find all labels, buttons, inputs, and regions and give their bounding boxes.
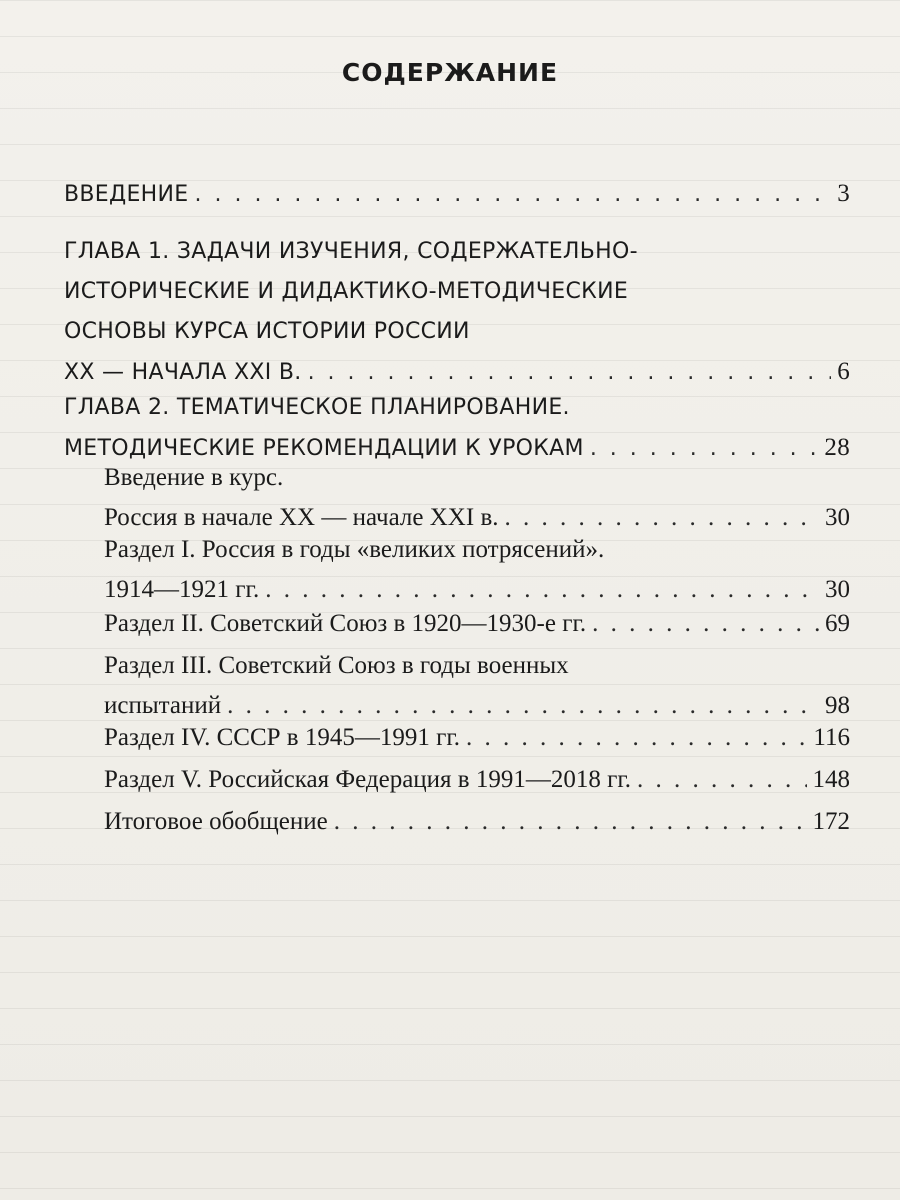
toc-entry-text: Итоговое обобщение: [104, 808, 328, 835]
toc-entry-text: Раздел II. Советский Союз в 1920—1930-е гг.: [104, 610, 587, 637]
toc-page-number: 116: [813, 724, 850, 751]
leader-dots: [308, 353, 832, 393]
toc-entry-text: 1914—1921 гг.: [104, 576, 260, 603]
toc-page-number: 6: [837, 358, 850, 385]
toc-entry-text: ОСНОВЫ КУРСА ИСТОРИИ РОССИИ: [64, 319, 470, 344]
toc-entry-final-summary[interactable]: [104, 802, 850, 842]
page-title: СОДЕРЖАНИЕ: [341, 58, 559, 87]
toc-entry-text: Раздел III. Советский Союз в годы военных: [104, 652, 569, 679]
toc-entry-course-intro[interactable]: [104, 458, 850, 538]
toc-page-number: 69: [825, 610, 850, 637]
leader-dots: [592, 604, 819, 644]
toc-entry-section-1[interactable]: [104, 530, 850, 610]
toc-entry-text: испытаний: [104, 692, 222, 719]
toc-page-number: 28: [824, 434, 850, 461]
toc-entry-text: Россия в начале XX — начале XXI в.: [104, 504, 499, 531]
toc-entry-text: Раздел I. Россия в годы «великих потрясений».: [104, 536, 605, 563]
toc-page-number: 172: [812, 808, 850, 835]
leader-dots: [637, 760, 806, 800]
toc-entry-text: Введение в курс.: [104, 464, 284, 491]
toc-entry-text: ВВЕДЕНИЕ: [64, 182, 189, 207]
toc-page-number: 3: [837, 180, 850, 207]
toc-entry-section-5[interactable]: [104, 760, 850, 800]
toc-entry-text: ГЛАВА 2. ТЕМАТИЧЕСКОЕ ПЛАНИРОВАНИЕ.: [64, 395, 570, 420]
toc-entry-section-2[interactable]: [104, 604, 850, 644]
toc-entry-text: ГЛАВА 1. ЗАДАЧИ ИЗУЧЕНИЯ, СОДЕРЖАТЕЛЬНО-: [64, 239, 638, 264]
toc-page-number: 30: [825, 576, 850, 603]
toc-entry-text: Раздел IV. СССР в 1945—1991 гг.: [104, 724, 461, 751]
leader-dots: [466, 718, 807, 758]
toc-page-number: 148: [812, 766, 850, 793]
toc-entry-introduction[interactable]: [64, 174, 850, 214]
toc-entry-chapter-2[interactable]: [64, 388, 850, 468]
toc-entry-text: ИСТОРИЧЕСКИЕ И ДИДАКТИКО-МЕТОДИЧЕСКИЕ: [64, 279, 629, 304]
toc-entry-text: XX — НАЧАЛА XXI В.: [64, 360, 302, 385]
toc-page-number: 98: [825, 692, 850, 719]
toc-entry-text: МЕТОДИЧЕСКИЕ РЕКОМЕНДАЦИИ К УРОКАМ: [64, 436, 584, 461]
toc-page-number: 30: [825, 504, 850, 531]
toc-entry-section-3[interactable]: [104, 646, 850, 726]
toc-entry-text: Раздел V. Российская Федерация в 1991—2018 гг.: [104, 766, 632, 793]
toc-entry-chapter-1[interactable]: [64, 232, 850, 392]
toc-entry-section-4[interactable]: [104, 718, 850, 758]
leader-dots: [194, 175, 831, 215]
leader-dots: [334, 802, 807, 842]
